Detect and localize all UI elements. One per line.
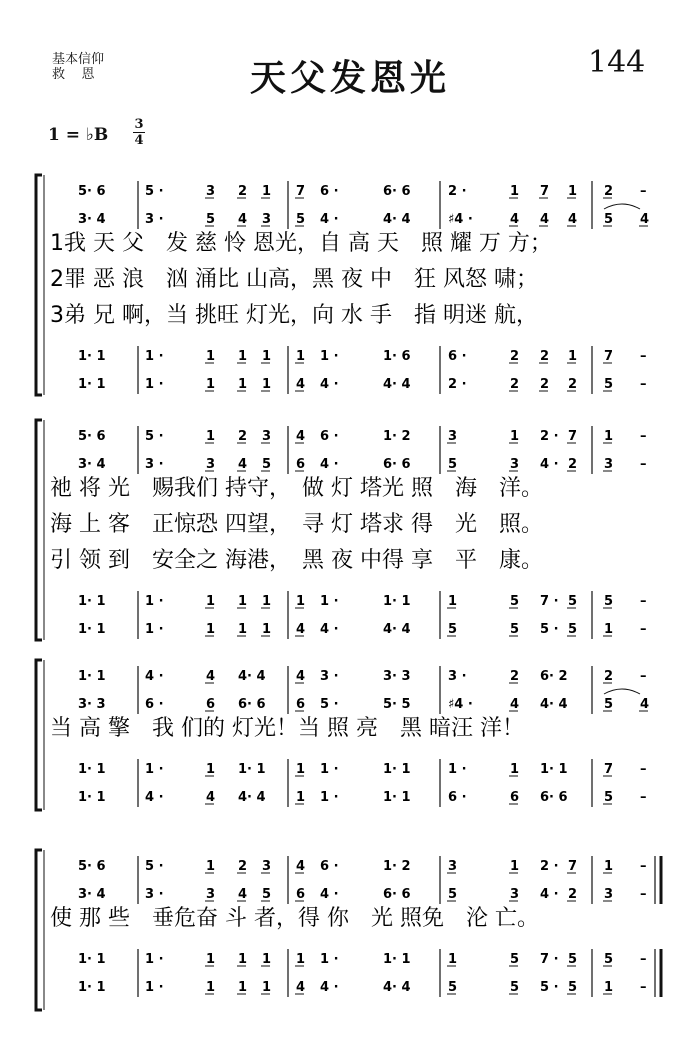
note-token: 3· 4 xyxy=(78,457,106,472)
note-token: 6· 6 xyxy=(238,697,266,712)
note-token: 3 xyxy=(604,887,614,902)
note-token: 1 xyxy=(296,349,306,364)
note-token: – xyxy=(640,887,647,902)
note-token: – xyxy=(640,377,647,392)
note-token: 3 xyxy=(448,429,458,444)
lyric-line: 1我 天 父 发 慈 怜 恩光，自 高 天 照 耀 万 方； xyxy=(50,231,552,256)
note-token: 5 xyxy=(568,952,578,967)
note-token: 6 xyxy=(296,697,306,712)
note-token: 1 · xyxy=(145,377,164,392)
note-token: 6· 6 xyxy=(383,887,411,902)
note-token: 2 · xyxy=(540,429,559,444)
note-token: 1 xyxy=(448,952,458,967)
note-token: 1· 1 xyxy=(383,952,411,967)
note-token: 1 · xyxy=(145,349,164,364)
time-signature-top: 3 xyxy=(134,117,144,132)
note-token: 1· 1 xyxy=(78,952,106,967)
note-token: – xyxy=(640,349,647,364)
note-token: 1 · xyxy=(320,762,339,777)
note-token: 3 · xyxy=(145,457,164,472)
note-token: 1 xyxy=(568,349,578,364)
note-token: 4· 4 xyxy=(540,697,568,712)
note-token: 5 xyxy=(604,952,614,967)
note-token: 1 xyxy=(262,377,272,392)
note-token: 6· 6 xyxy=(383,457,411,472)
note-token: 1 xyxy=(238,980,248,995)
note-token: 5 xyxy=(604,697,614,712)
note-token: 6· 6 xyxy=(540,790,568,805)
note-token: 6 xyxy=(296,887,306,902)
note-token: 4 xyxy=(296,980,306,995)
note-token: 5 xyxy=(604,377,614,392)
note-token: 3 xyxy=(262,212,272,227)
lyric-line: 3弟 兄 啊，当 挑旺 灯光，向 水 手 指 明迷 航， xyxy=(50,303,538,328)
note-token: 5 xyxy=(262,457,272,472)
note-token: 1· 1 xyxy=(78,790,106,805)
note-token: 1· 1 xyxy=(78,349,106,364)
note-token: 5 xyxy=(604,212,614,227)
note-token: 5 · xyxy=(320,697,339,712)
note-token: 5 xyxy=(568,594,578,609)
note-token: 4 · xyxy=(320,457,339,472)
note-token: – xyxy=(640,184,647,199)
note-token: 5 xyxy=(510,594,520,609)
note-token: 7 xyxy=(604,762,614,777)
note-token: 1 xyxy=(238,349,248,364)
note-token: – xyxy=(640,790,647,805)
note-token: 2 xyxy=(238,184,248,199)
note-token: 1 xyxy=(604,429,614,444)
note-token: 3· 4 xyxy=(78,212,106,227)
note-token: – xyxy=(640,594,647,609)
note-token: 4 · xyxy=(320,622,339,637)
note-token: 5 xyxy=(448,457,458,472)
note-token: 2 xyxy=(238,859,248,874)
note-token: 1 xyxy=(448,594,458,609)
note-token: 4· 4 xyxy=(238,790,266,805)
system-bracket xyxy=(36,175,42,395)
note-token: 3 · xyxy=(448,669,467,684)
note-token: – xyxy=(640,859,647,874)
note-token: 4 xyxy=(238,457,248,472)
note-token: 4· 4 xyxy=(238,669,266,684)
note-token: 6· 6 xyxy=(383,184,411,199)
note-token: 1 · xyxy=(145,762,164,777)
note-token: 1 xyxy=(510,762,520,777)
note-token: 4 xyxy=(640,212,650,227)
note-token: 1· 1 xyxy=(383,594,411,609)
note-token: 1 xyxy=(238,622,248,637)
note-token: 3 xyxy=(206,887,216,902)
note-token: ♯4 · xyxy=(448,697,473,712)
note-token: 4 xyxy=(206,790,216,805)
note-token: 3 · xyxy=(145,212,164,227)
note-token: 5 xyxy=(604,790,614,805)
note-token: 1 · xyxy=(320,790,339,805)
note-token: 1· 1 xyxy=(383,762,411,777)
note-token: 2 xyxy=(568,887,578,902)
note-token: 5· 6 xyxy=(78,184,106,199)
note-token: 3 xyxy=(206,457,216,472)
note-token: 2 xyxy=(510,669,520,684)
note-token: 4 xyxy=(568,212,578,227)
note-token: 1 xyxy=(262,349,272,364)
note-token: 1 xyxy=(206,859,216,874)
hymn-title: 天父发恩光 xyxy=(249,57,450,99)
note-token: 5 xyxy=(604,594,614,609)
note-token: 1 · xyxy=(145,980,164,995)
note-token: 5 xyxy=(448,622,458,637)
note-token: 5· 6 xyxy=(78,429,106,444)
lyric-line: 海 上 客 正惊恐 四望， 寻 灯 塔求 得 光 照。 xyxy=(50,512,543,537)
note-token: 2 xyxy=(568,457,578,472)
note-token: 1 · xyxy=(320,349,339,364)
time-signature-bottom: 4 xyxy=(134,133,144,148)
note-token: 5· 6 xyxy=(78,859,106,874)
note-token: 1 xyxy=(206,429,216,444)
note-token: 1· 1 xyxy=(383,790,411,805)
category-line-2: 救 恩 xyxy=(52,67,95,82)
note-token: 1 xyxy=(206,980,216,995)
note-token: 5 xyxy=(262,887,272,902)
note-token: 1 xyxy=(238,952,248,967)
note-token: 1· 1 xyxy=(78,762,106,777)
note-token: 7 xyxy=(568,859,578,874)
note-token: 4· 4 xyxy=(383,622,411,637)
note-token: 2 xyxy=(604,184,614,199)
note-token: 3 · xyxy=(320,669,339,684)
note-token: 5 xyxy=(568,980,578,995)
note-token: 4 · xyxy=(540,887,559,902)
note-token: 1 xyxy=(604,859,614,874)
note-token: 1 xyxy=(510,184,520,199)
note-token: 1 · xyxy=(145,594,164,609)
note-token: 5 xyxy=(206,212,216,227)
note-token: 6 · xyxy=(320,184,339,199)
note-token: 5 xyxy=(568,622,578,637)
note-token: 3· 4 xyxy=(78,887,106,902)
note-token: 2 xyxy=(510,377,520,392)
note-token: 3 xyxy=(604,457,614,472)
note-token: 1 · xyxy=(320,594,339,609)
note-token: 2 xyxy=(568,377,578,392)
lyric-line: 2罪 恶 浪 汹 涌比 山高，黑 夜 中 狂 风怒 啸； xyxy=(50,267,538,292)
key-signature: 1 = ♭B xyxy=(48,125,109,145)
note-token: 7 xyxy=(604,349,614,364)
lyric-line: 引 领 到 安全之 海港， 黑 夜 中得 享 平 康。 xyxy=(50,548,543,573)
lyric-line: 祂 将 光 赐我们 持守， 做 灯 塔光 照 海 洋。 xyxy=(50,476,543,501)
note-token: 4 · xyxy=(145,790,164,805)
note-token: 1 xyxy=(238,594,248,609)
note-token: – xyxy=(640,669,647,684)
lyric-line: 使 那 些 垂危奋 斗 者，得 你 光 照免 沦 亡。 xyxy=(50,906,539,931)
note-token: 3 · xyxy=(145,887,164,902)
note-token: 4 · xyxy=(320,980,339,995)
note-token: 4 · xyxy=(320,377,339,392)
note-token: 4 xyxy=(238,887,248,902)
note-token: 5 xyxy=(510,622,520,637)
note-token: 4 xyxy=(296,429,306,444)
note-token: 4 · xyxy=(145,669,164,684)
note-token: 1 xyxy=(296,952,306,967)
note-token: 1 xyxy=(296,594,306,609)
note-token: 5 · xyxy=(540,622,559,637)
note-token: 7 xyxy=(540,184,550,199)
note-token: 1 xyxy=(206,349,216,364)
note-token: 6 xyxy=(296,457,306,472)
note-token: 1· 1 xyxy=(78,377,106,392)
note-token: – xyxy=(640,980,647,995)
note-token: 3 xyxy=(262,429,272,444)
note-token: 4 xyxy=(296,622,306,637)
system-bracket xyxy=(36,660,42,810)
note-token: 4 xyxy=(238,212,248,227)
note-token: – xyxy=(640,457,647,472)
note-token: – xyxy=(640,429,647,444)
system-bracket xyxy=(36,850,42,1010)
note-token: 2 xyxy=(510,349,520,364)
note-token: 1· 2 xyxy=(383,859,411,874)
note-token: 6 · xyxy=(145,697,164,712)
note-token: 1 · xyxy=(145,622,164,637)
note-token: 3 xyxy=(448,859,458,874)
note-token: 4· 4 xyxy=(383,980,411,995)
note-token: 1 xyxy=(206,377,216,392)
note-token: 3 xyxy=(206,184,216,199)
note-token: 4 xyxy=(640,697,650,712)
note-token: – xyxy=(640,952,647,967)
note-token: 1 xyxy=(604,980,614,995)
note-token: 1· 1 xyxy=(78,980,106,995)
note-token: 6· 2 xyxy=(540,669,568,684)
note-token: 2 · xyxy=(540,859,559,874)
note-token: 1· 1 xyxy=(78,622,106,637)
note-token: – xyxy=(640,622,647,637)
note-token: 4· 4 xyxy=(383,377,411,392)
note-token: 4 xyxy=(510,212,520,227)
note-token: 1 xyxy=(510,859,520,874)
note-token: 7 · xyxy=(540,594,559,609)
note-token: 4 xyxy=(296,669,306,684)
note-token: 1 xyxy=(262,184,272,199)
note-token: 1 · xyxy=(320,952,339,967)
note-token: 4 · xyxy=(320,887,339,902)
note-token: 1 xyxy=(206,594,216,609)
note-token: 1 xyxy=(296,790,306,805)
note-token: 1 xyxy=(604,622,614,637)
note-token: 4 · xyxy=(540,457,559,472)
note-token: 6 · xyxy=(448,790,467,805)
note-token: 4 xyxy=(296,859,306,874)
lyric-line: 当 高 擎 我 们的 灯光！当 照 亮 黑 暗汪 洋！ xyxy=(50,716,524,741)
note-token: 5 xyxy=(296,212,306,227)
note-token: 1 xyxy=(262,980,272,995)
note-token: 3· 3 xyxy=(383,669,411,684)
note-token: 2 xyxy=(540,377,550,392)
note-token: 6 · xyxy=(448,349,467,364)
note-token: 2 · xyxy=(448,377,467,392)
note-token: 1· 1 xyxy=(540,762,568,777)
note-token: 5 xyxy=(510,952,520,967)
note-token: 4 xyxy=(510,697,520,712)
category-line-1: 基本信仰 xyxy=(52,52,105,67)
system-bracket xyxy=(36,420,42,640)
note-token: 1 xyxy=(262,952,272,967)
note-token: 3 xyxy=(262,859,272,874)
note-token: 3 xyxy=(510,457,520,472)
note-token: 5 · xyxy=(540,980,559,995)
note-token: 3· 3 xyxy=(78,697,106,712)
note-token: 1· 6 xyxy=(383,349,411,364)
note-token: 4 xyxy=(206,669,216,684)
note-token: 2 xyxy=(540,349,550,364)
note-token: ♯4 · xyxy=(448,212,473,227)
note-token: 6 xyxy=(206,697,216,712)
note-token: 5· 5 xyxy=(383,697,411,712)
note-token: 5 xyxy=(448,980,458,995)
note-token: 3 xyxy=(510,887,520,902)
note-token: 1 xyxy=(238,377,248,392)
note-token: 1 xyxy=(206,622,216,637)
note-token: 1· 1 xyxy=(78,669,106,684)
note-token: 5 · xyxy=(145,429,164,444)
note-token: 6 · xyxy=(320,429,339,444)
note-token: 1 xyxy=(262,594,272,609)
note-token: 1 xyxy=(206,952,216,967)
note-token: 4· 4 xyxy=(383,212,411,227)
note-token: 7 xyxy=(296,184,306,199)
note-token: 1 xyxy=(296,762,306,777)
note-token: 2 · xyxy=(448,184,467,199)
note-token: 2 xyxy=(238,429,248,444)
tie-arc xyxy=(604,689,640,694)
note-token: 1 xyxy=(262,622,272,637)
note-token: 1· 2 xyxy=(383,429,411,444)
note-token: 1 · xyxy=(145,952,164,967)
note-token: – xyxy=(640,762,647,777)
hymn-number: 144 xyxy=(588,45,646,80)
note-token: 5 xyxy=(448,887,458,902)
note-token: 1· 1 xyxy=(78,594,106,609)
note-token: 4 xyxy=(296,377,306,392)
note-token: 6 · xyxy=(320,859,339,874)
note-token: 7 xyxy=(568,429,578,444)
note-token: 1· 1 xyxy=(238,762,266,777)
note-token: 2 xyxy=(604,669,614,684)
tie-arc xyxy=(604,204,640,209)
note-token: 5 xyxy=(510,980,520,995)
note-token: 5 · xyxy=(145,859,164,874)
note-token: 1 · xyxy=(448,762,467,777)
note-token: 6 xyxy=(510,790,520,805)
note-token: 5 · xyxy=(145,184,164,199)
note-token: 4 · xyxy=(320,212,339,227)
note-token: 1 xyxy=(206,762,216,777)
note-token: 1 xyxy=(568,184,578,199)
note-token: 1 xyxy=(510,429,520,444)
note-token: 4 xyxy=(540,212,550,227)
note-token: 7 · xyxy=(540,952,559,967)
